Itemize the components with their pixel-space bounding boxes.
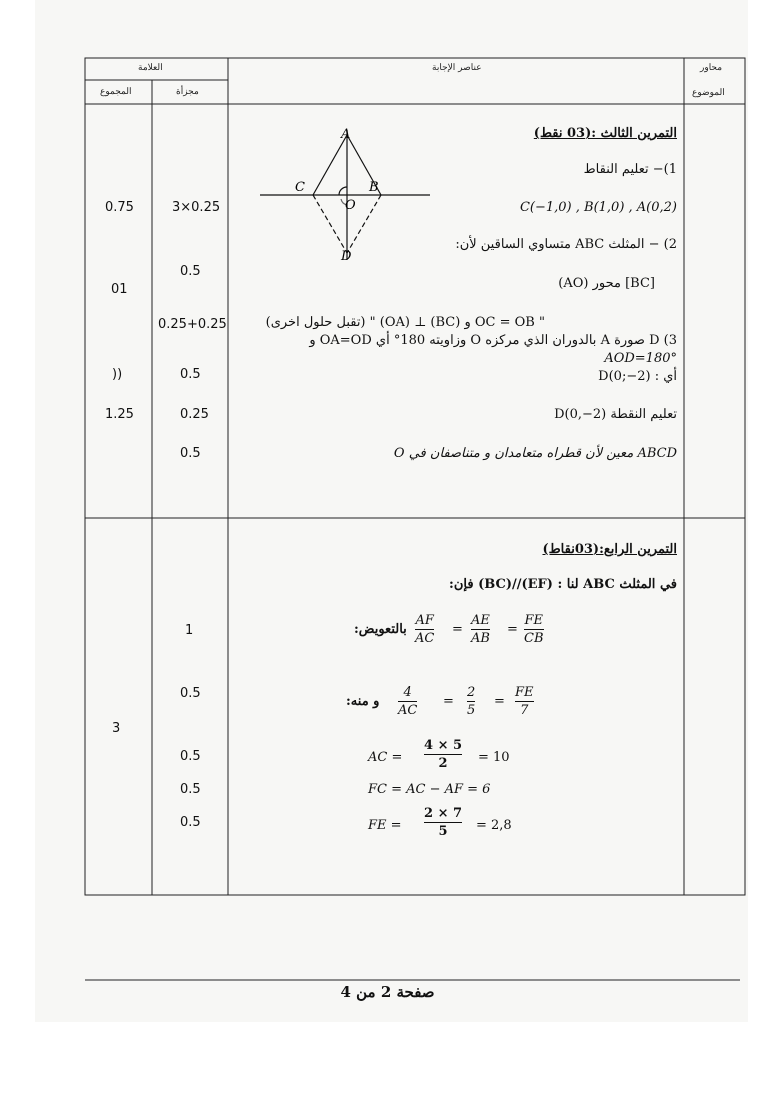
header-total: المجموع: [100, 87, 132, 97]
ex3-partial-5: 0.25: [180, 407, 209, 422]
ex3-q3-line1: 3) D صورة A بالدوران الذي مركزه O وزاويته 180° أي OA=OD و: [309, 333, 677, 348]
ratio-4-ac: 4 AC: [398, 685, 418, 718]
ex3-q1: 1)− تعليم النقاط: [583, 162, 677, 177]
ex3-points: C(−1,0) , B(1,0) , A(0,2): [519, 200, 677, 215]
ex4-partial-2: 0.5: [180, 686, 201, 701]
ex3-partial-4: 0.5: [180, 367, 201, 382]
ex3-rhombus: ABCD معين لأن قطراه متعامدان و متناصفان في O: [393, 446, 677, 461]
ac-fraction: 4 × 5 2: [424, 738, 463, 771]
fe-lhs: FE =: [368, 818, 402, 833]
ex4-title: التمرين الرابع:(03نقاط): [542, 542, 677, 557]
eq-sign: =: [452, 622, 463, 637]
ratio-fe-cb: FE CB: [524, 613, 544, 646]
ex3-total-3: )): [112, 367, 123, 382]
ex3-reason: " OC = OB و (BC) ⊥ (OA) " (تقبل حلول اخرى): [265, 315, 545, 330]
ex3-partial-3: 0.25+0.25: [158, 317, 227, 332]
ratio-ae-ab: AE AB: [471, 613, 490, 646]
ex4-partial-5: 0.5: [180, 815, 201, 830]
page-number: صفحة 2 من 4: [340, 983, 435, 1001]
rhombus-diagram: [255, 125, 435, 265]
header-answer-elements: عناصر الإجابة: [432, 63, 482, 73]
ex3-title: التمرين الثالث :(03 نقط): [533, 126, 677, 141]
ex3-axis: [BC] محور (AO): [558, 276, 655, 291]
ex4-hence-label: و منه:: [346, 694, 380, 709]
ratio-2-5: 2 5: [467, 685, 476, 718]
ex3-q3-line2: AOD=180°: [604, 351, 677, 366]
ratio-fe-7: FE 7: [515, 685, 534, 718]
fc-line: FC = AC − AF = 6: [368, 782, 491, 797]
ex3-q3-line3: أي : D(0;−2): [598, 369, 677, 384]
label-d: D: [341, 249, 352, 264]
ex3-partial-1: 3×0.25: [172, 200, 221, 215]
label-c: C: [295, 180, 305, 195]
eq-sign: =: [494, 694, 505, 709]
header-grading: العلامة: [138, 63, 163, 73]
header-axes-line1: محاور: [700, 63, 723, 73]
label-b: B: [369, 180, 379, 195]
ex4-total: 3: [112, 721, 121, 736]
eq-sign: =: [507, 622, 518, 637]
ex3-total-2: 01: [111, 282, 128, 297]
ex3-partial-6: 0.5: [180, 446, 201, 461]
ac-rhs: = 10: [478, 750, 510, 765]
label-a: A: [341, 127, 351, 142]
header-partial: مجزأة: [176, 87, 199, 97]
ex4-intro: في المثلث ABC لنا : (EF)//(BC) فإن:: [449, 577, 677, 592]
ex3-partial-2: 0.5: [180, 264, 201, 279]
ex4-partial-3: 0.5: [180, 749, 201, 764]
label-o: O: [345, 198, 356, 213]
ex3-total-4: 1.25: [105, 407, 134, 422]
header-axes-line2: الموضوع: [692, 88, 725, 98]
ratio-af-ac: AF AC: [415, 613, 435, 646]
ex4-partial-4: 0.5: [180, 782, 201, 797]
ex4-sub-label: بالتعويض:: [354, 622, 407, 637]
ex3-q2: 2) − المثلث ABC متساوي الساقين لأن:: [455, 237, 677, 252]
ex3-total-1: 0.75: [105, 200, 134, 215]
ex3-plot: تعليم النقطة D(0,−2): [554, 407, 677, 422]
fe-rhs: = 2,8: [476, 818, 512, 833]
eq-sign: =: [443, 694, 454, 709]
fe-fraction: 2 × 7 5: [424, 806, 463, 839]
ex4-partial-1: 1: [185, 623, 194, 638]
ac-lhs: AC =: [368, 750, 403, 765]
